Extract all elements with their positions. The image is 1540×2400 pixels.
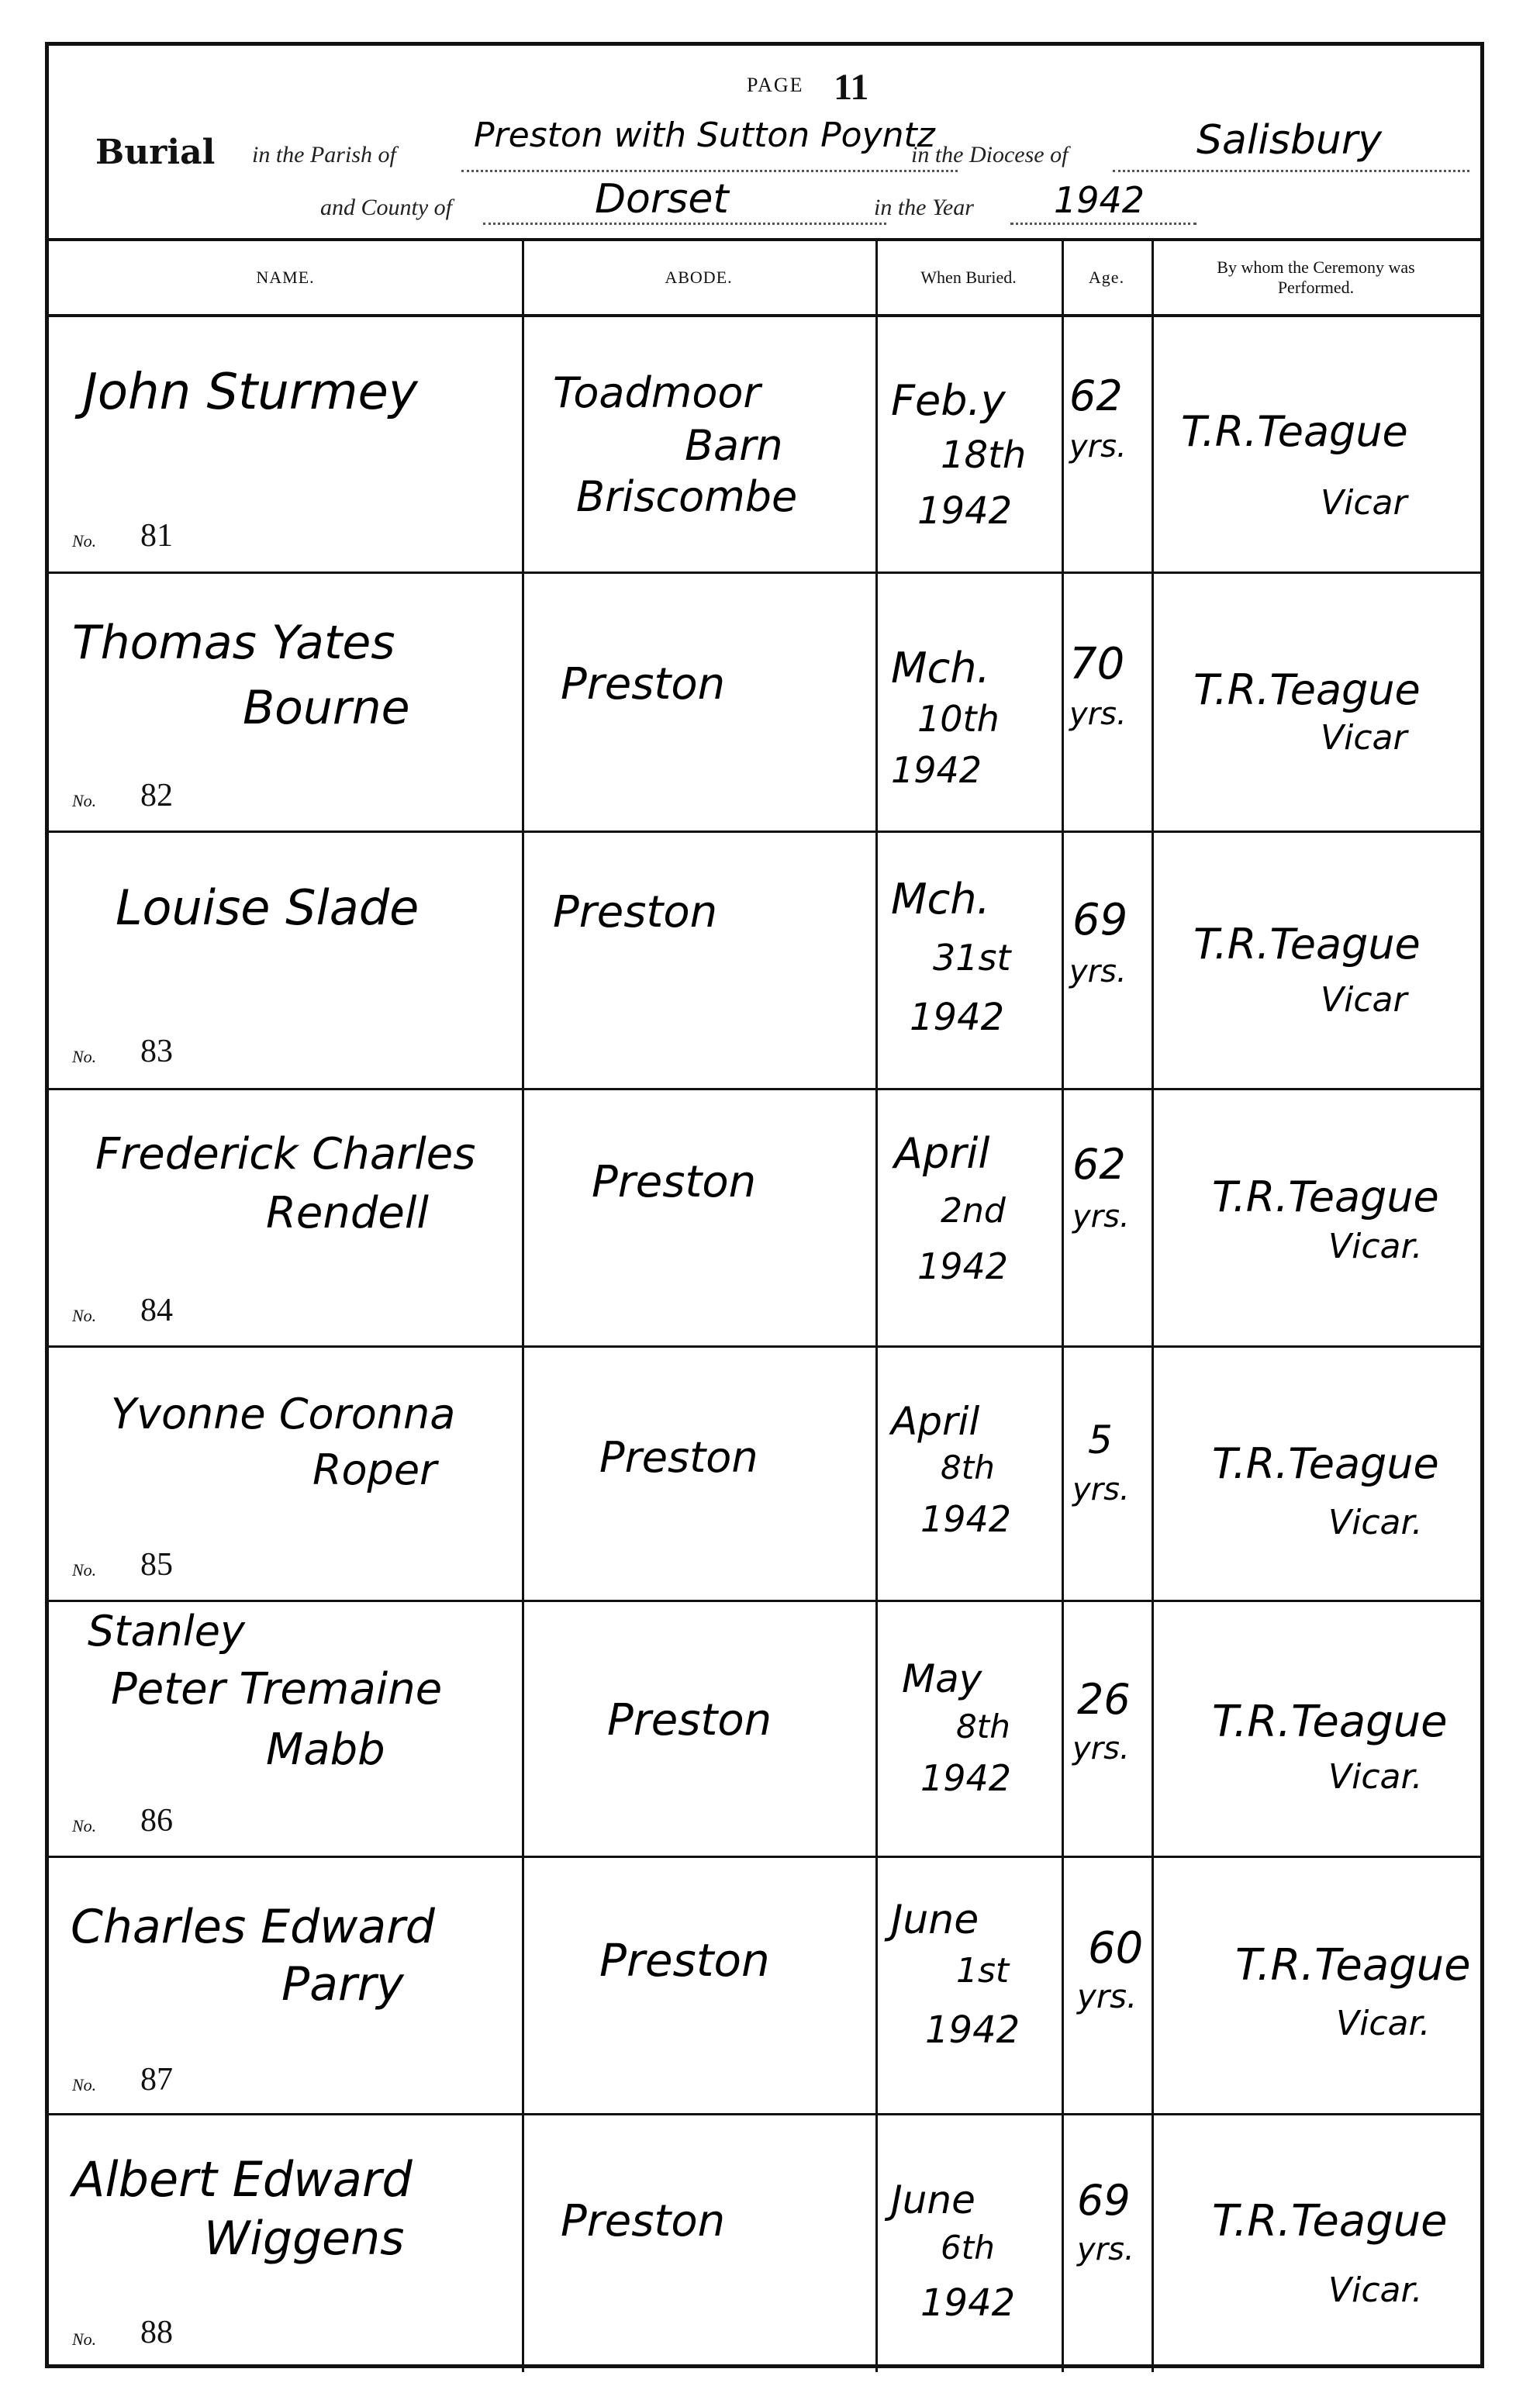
entry-burial-date-year: 1942 — [917, 1245, 1009, 1287]
entry-age: 5 — [1088, 1418, 1113, 1462]
entry-officiant: T.R.Teague — [1212, 2196, 1448, 2246]
entry-office: Vicar — [1321, 718, 1407, 758]
page-label: PAGE — [747, 74, 804, 96]
entry-burial-date-year: 1942 — [920, 1757, 1012, 1799]
entry-name-line: Stanley — [88, 1607, 245, 1656]
entry-abode-line: Briscombe — [576, 472, 798, 521]
entry-age-unit: yrs. — [1072, 1199, 1130, 1235]
entry-name-line: Peter Tremaine — [111, 1664, 443, 1715]
entry-burial-date-month: Mch. — [891, 644, 990, 692]
diocese-value: Salisbury — [1196, 117, 1382, 164]
entry-number: 88 — [140, 2315, 173, 2350]
burial-entry — [49, 317, 1480, 574]
burial-entry — [49, 833, 1480, 1090]
entry-abode-line: Preston — [607, 1695, 772, 1746]
entry-age-unit: yrs. — [1069, 954, 1127, 989]
column-by-whom-header: By whom the Ceremony was Performed. — [1217, 257, 1415, 297]
entry-name-line: Yvonne Coronna — [111, 1390, 456, 1438]
burial-entry — [49, 2115, 1480, 2364]
entry-age-unit: yrs. — [1077, 1977, 1138, 2015]
entry-burial-date-month: April — [891, 1399, 980, 1444]
entry-number: 81 — [140, 518, 173, 554]
entry-burial-date-day: 1st — [956, 1951, 1010, 1991]
entry-age: 70 — [1069, 639, 1125, 689]
register-header — [49, 46, 1480, 241]
entry-number-label: No. — [72, 1560, 97, 1580]
entry-officiant: T.R.Teague — [1212, 1697, 1448, 1747]
county-label: and County of — [320, 195, 452, 220]
entry-burial-date-day: 6th — [941, 2229, 995, 2267]
entry-office: Vicar. — [1328, 1757, 1423, 1797]
diocese-underline — [1113, 170, 1469, 172]
burial-entry — [49, 1348, 1480, 1602]
entry-abode-line: Preston — [592, 1157, 757, 1207]
entry-age: 60 — [1088, 1923, 1144, 1974]
entry-age-unit: yrs. — [1072, 1731, 1130, 1766]
entry-age-unit: yrs. — [1069, 429, 1127, 464]
entry-number-label: No. — [72, 531, 97, 551]
entry-burial-date-year: 1942 — [920, 1498, 1012, 1540]
entry-burial-date-day: 10th — [917, 698, 1000, 740]
entry-name-line: Roper — [312, 1445, 437, 1494]
county-underline — [483, 223, 886, 225]
entry-number-label: No. — [72, 2329, 97, 2349]
entry-burial-date-day: 8th — [941, 1449, 995, 1487]
column-age-header: Age. — [1088, 268, 1125, 287]
entry-number: 86 — [140, 1803, 173, 1839]
entry-burial-date-day: 2nd — [941, 1191, 1006, 1231]
entry-officiant: T.R.Teague — [1181, 407, 1408, 456]
year-underline — [1010, 223, 1196, 225]
entry-burial-date-day: 8th — [956, 1708, 1010, 1746]
burial-entry — [49, 574, 1480, 833]
entry-abode-line: Toadmoor — [553, 368, 761, 417]
page-number: 11 — [834, 67, 869, 108]
entry-number-label: No. — [72, 2075, 97, 2094]
entry-number-label: No. — [72, 1816, 97, 1835]
entry-number-label: No. — [72, 1047, 97, 1066]
entry-burial-date-month: June — [891, 2177, 975, 2222]
entry-office: Vicar. — [1328, 1227, 1423, 1266]
entry-abode-line: Preston — [553, 887, 718, 938]
burial-entry — [49, 1090, 1480, 1348]
entry-age: 69 — [1077, 2176, 1131, 2225]
burial-heading: Burial — [95, 133, 216, 172]
entry-burial-date-year: 1942 — [910, 996, 1005, 1039]
entry-number: 82 — [140, 778, 173, 813]
entry-name-line: Rendell — [266, 1188, 429, 1238]
entry-number: 84 — [140, 1293, 173, 1328]
entry-burial-date-year: 1942 — [920, 2281, 1016, 2325]
entry-officiant: T.R.Teague — [1212, 1439, 1439, 1488]
entry-burial-date-year: 1942 — [891, 749, 982, 791]
entry-burial-date-day: 31st — [933, 937, 1011, 979]
entry-officiant: T.R.Teague — [1235, 1940, 1471, 1991]
entry-burial-date-year: 1942 — [925, 2008, 1020, 2052]
entry-age-unit: yrs. — [1072, 1472, 1130, 1507]
diocese-label: in the Diocese of — [911, 142, 1069, 167]
burial-entry — [49, 1858, 1480, 2115]
entry-burial-date-month: April — [894, 1129, 990, 1178]
column-when-buried-header: When Buried. — [920, 268, 1017, 287]
entry-name-line: John Sturmey — [83, 364, 418, 421]
entry-age: 62 — [1072, 1140, 1126, 1189]
burial-register-page — [45, 42, 1484, 2368]
column-header-row — [49, 241, 1480, 317]
entry-number: 85 — [140, 1547, 173, 1583]
parish-underline — [461, 170, 958, 172]
burial-entry — [49, 1602, 1480, 1858]
entry-burial-date-month: Feb.y — [891, 376, 1006, 425]
entry-name-line: Charles Edward — [71, 1900, 435, 1954]
entry-burial-date-day: 18th — [941, 433, 1027, 477]
year-label: in the Year — [874, 195, 974, 220]
entry-number: 87 — [140, 2062, 173, 2098]
entry-age-unit: yrs. — [1069, 696, 1127, 732]
entry-abode-line: Preston — [561, 2196, 726, 2246]
entry-number-label: No. — [72, 791, 97, 810]
entry-office: Vicar. — [1328, 2271, 1423, 2310]
entry-burial-date-month: June — [891, 1897, 979, 1943]
entry-age: 62 — [1069, 371, 1123, 420]
entry-burial-date-month: May — [902, 1656, 982, 1701]
year-value: 1942 — [1054, 179, 1145, 221]
entry-name-line: Frederick Charles — [95, 1129, 476, 1179]
entry-name-line: Parry — [281, 1957, 404, 2012]
entry-abode-line: Preston — [561, 659, 726, 710]
entry-name-line: Thomas Yates — [72, 616, 395, 670]
entry-name-line: Mabb — [266, 1725, 385, 1775]
entry-abode-line: Preston — [599, 1934, 770, 1987]
entry-number-label: No. — [72, 1306, 97, 1325]
column-abode-header: ABODE. — [665, 268, 733, 287]
entry-office: Vicar — [1321, 483, 1407, 523]
entry-officiant: T.R.Teague — [1193, 665, 1421, 714]
entry-name-line: Bourne — [243, 681, 410, 735]
entry-age-unit: yrs. — [1077, 2232, 1134, 2267]
entry-number: 83 — [140, 1034, 173, 1069]
parish-value: Preston with Sutton Poyntz — [474, 116, 935, 155]
entry-abode-line: Barn — [685, 421, 783, 470]
entry-office: Vicar. — [1336, 2004, 1431, 2043]
entry-name-line: Wiggens — [204, 2212, 405, 2266]
entry-abode-line: Preston — [599, 1433, 758, 1482]
entry-officiant: T.R.Teague — [1193, 920, 1421, 969]
county-value: Dorset — [595, 176, 729, 223]
entry-office: Vicar. — [1328, 1503, 1423, 1542]
parish-label: in the Parish of — [252, 142, 396, 167]
entry-age: 26 — [1077, 1675, 1131, 1724]
entry-name-line: Louise Slade — [116, 879, 420, 936]
entry-burial-date-month: Mch. — [891, 875, 990, 924]
entry-age: 69 — [1072, 895, 1128, 945]
entry-office: Vicar — [1321, 980, 1407, 1020]
entry-name-line: Albert Edward — [72, 2151, 413, 2208]
entry-burial-date-year: 1942 — [917, 489, 1013, 533]
entry-officiant: T.R.Teague — [1212, 1172, 1439, 1221]
column-name-header: NAME. — [256, 268, 315, 287]
